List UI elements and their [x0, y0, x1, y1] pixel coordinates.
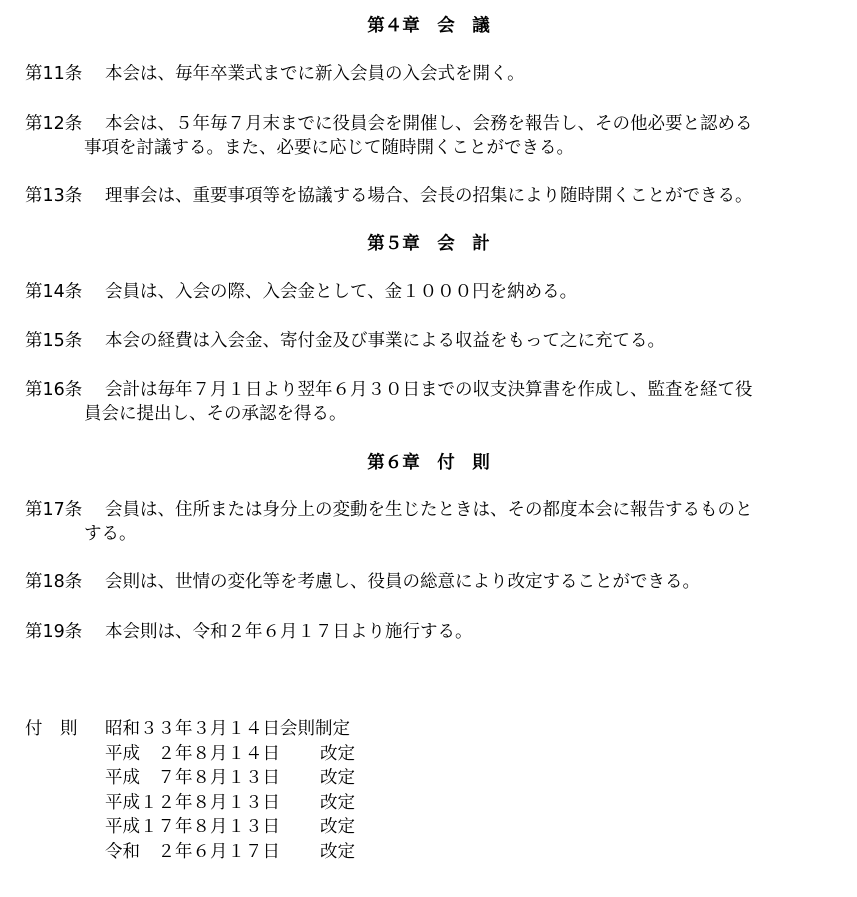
supplement-date: 昭和３３年３月１４日 [105, 719, 280, 739]
supplement-date: 平成 ２年８月１４日 [105, 743, 280, 764]
article-11 [25, 62, 525, 86]
supplement-row [25, 791, 355, 816]
article-text: 本会は、毎年卒業式までに新入会員の入会式を開く。 [105, 64, 525, 84]
article-17 [25, 498, 753, 546]
supplement-date: 平成 ７年８月１３日 [105, 768, 280, 788]
article-text: 本会の経費は入会金、寄付金及び事業による収益をもって之に充てる。 [105, 331, 665, 351]
article-14 [25, 280, 577, 304]
article-16 [25, 378, 753, 426]
article-number: 第16条 [25, 380, 83, 400]
article-text-cont: する。 [84, 524, 137, 544]
article-12 [25, 112, 753, 160]
article-text: 理事会は、重要事項等を協議する場合、会長の招集により随時開くことができる。 [105, 186, 753, 206]
article-13 [25, 184, 753, 208]
chapter-6-heading: 第６章 付 則 [367, 453, 490, 473]
article-number: 第18条 [25, 572, 83, 592]
article-19 [25, 620, 473, 644]
supplement-action: 改定 [320, 792, 355, 813]
supplement-date: 令和 ２年６月１７日 [105, 841, 280, 862]
supplement-action: 会則制定 [280, 719, 350, 739]
article-number: 第14条 [25, 282, 83, 302]
article-text: 本会は、５年毎７月末までに役員会を開催し、会務を報告し、その他必要と認める [105, 114, 753, 134]
article-text: 会員は、入会の際、入会金として、金１０００円を納める。 [105, 282, 578, 302]
supplement-row [25, 815, 355, 840]
chapter-5-heading: 第５章 会 計 [367, 234, 490, 254]
article-18 [25, 570, 700, 594]
supplement-row [25, 717, 355, 742]
supplement-action: 改定 [320, 841, 355, 862]
supplementary-provisions [25, 717, 355, 864]
article-text: 会計は毎年７月１日より翌年６月３０日までの収支決算書を作成し、監査を経て役 [105, 380, 753, 400]
supplement-row [25, 766, 355, 791]
supplement-action: 改定 [320, 768, 355, 788]
article-number: 第17条 [25, 500, 83, 520]
supplement-label: 付 則 [25, 719, 78, 739]
article-text: 会員は、住所または身分上の変動を生じたときは、その都度本会に報告するものと [105, 500, 753, 520]
supplement-row [25, 742, 355, 767]
article-text: 会則は、世情の変化等を考慮し、役員の総意により改定することができる。 [105, 572, 700, 592]
supplement-row [25, 840, 355, 865]
article-text-cont: 事項を討議する。また、必要に応じて随時開くことができる。 [84, 138, 574, 158]
chapter-4-heading: 第４章 会 議 [367, 16, 490, 36]
article-number: 第12条 [25, 114, 83, 134]
supplement-action: 改定 [320, 817, 355, 837]
article-number: 第19条 [25, 622, 83, 642]
article-15 [25, 329, 665, 353]
supplement-date: 平成１２年８月１３日 [105, 792, 280, 813]
article-number: 第13条 [25, 186, 83, 206]
supplement-action: 改定 [320, 743, 355, 764]
article-text-cont: 員会に提出し、その承認を得る。 [84, 404, 347, 424]
article-text: 本会則は、令和２年６月１７日より施行する。 [105, 622, 473, 642]
article-number: 第15条 [25, 331, 83, 351]
article-number: 第11条 [25, 64, 83, 84]
supplement-date: 平成１７年８月１３日 [105, 817, 280, 837]
